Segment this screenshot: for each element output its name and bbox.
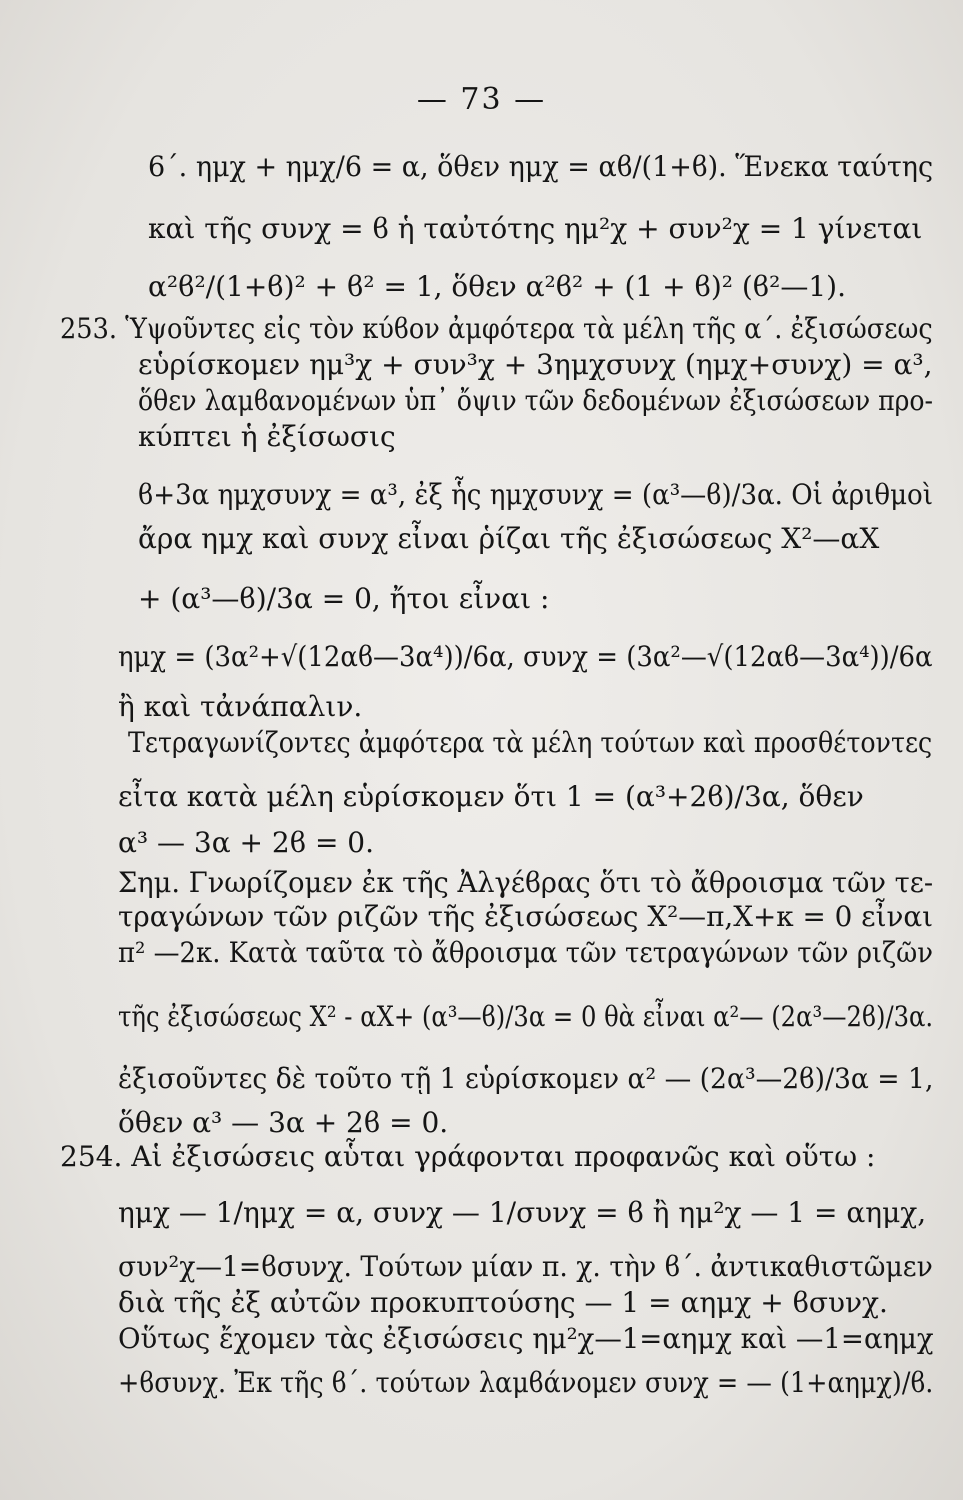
equation-line: ὅθεν α³ — 3α + 2ϐ = 0.: [118, 1106, 449, 1139]
equation-line: εἶτα κατὰ μέλη εὑρίσκομεν ὅτι 1 = (α³+2ϐ)/3α, ὅθεν: [118, 780, 864, 813]
note-line: Σημ. Γνωρίζομεν ἐκ τῆς Ἀλγέϐρας ὅτι τὸ ἄθροισμα τῶν τε-: [118, 866, 934, 899]
text-line: τραγώνων τῶν ριζῶν τῆς ἐξισώσεως X²—π,X+κ = 0 εἶναι: [118, 900, 934, 933]
text-line: κύπτει ἡ ἐξίσωσις: [138, 420, 396, 453]
equation-line: ημχ = (3α²+√(12αϐ—3α⁴))/6α, συνχ = (3α²—√(12αϐ—3α⁴))/6α: [118, 640, 933, 673]
text-line: ὅθεν λαμϐανομένων ὑπ᾽ ὄψιν τῶν δεδομένων ἐξισώσεων προ-: [138, 384, 934, 417]
equation-line: +ϐσυνχ. Ἐκ τῆς ϐ΄. τούτων λαμϐάνομεν συνχ = — (1+αημχ)/ϐ.: [118, 1366, 934, 1399]
text-line: Οὕτως ἔχομεν τὰς ἐξισώσεις ημ²χ—1=αημχ καὶ —1=αημχ: [118, 1322, 934, 1355]
paragraph-254-line: 254. Αἱ ἐξισώσεις αὗται γράφονται προφανῶς καὶ οὕτω :: [60, 1140, 876, 1173]
text-line: α²ϐ²/(1+ϐ)² + ϐ² = 1, ὅθεν α²ϐ² + (1 + ϐ)² (ϐ²—1).: [148, 270, 846, 303]
equation-line: + (α³—ϐ)/3α = 0, ἤτοι εἶναι :: [138, 582, 550, 615]
page-number: — 73 —: [416, 82, 547, 117]
equation-line: τῆς ἐξισώσεως X² - αX+ (α³—ϐ)/3α = 0 θὰ εἶναι α²— (2α³—2ϐ)/3α.: [118, 1000, 934, 1033]
text-line: ἄρα ημχ καὶ συνχ εἶναι ῥίζαι τῆς ἐξισώσεως X²—αX: [138, 522, 880, 555]
text-line: Τετραγωνίζοντες ἀμφότερα τὰ μέλη τούτων καὶ προσθέτοντες: [128, 726, 933, 759]
text-line: εὑρίσκομεν ημ³χ + συν³χ + 3ημχσυνχ (ημχ+συνχ) = α³,: [138, 348, 933, 381]
text-line: π² —2κ. Κατὰ ταῦτα τὸ ἄθροισμα τῶν τετραγώνων τῶν ριζῶν: [118, 936, 933, 969]
equation-line: ημχ — 1/ημχ = α, συνχ — 1/συνχ = ϐ ἢ ημ²χ — 1 = αημχ,: [118, 1196, 927, 1229]
text-line: 6΄. ημχ + ημχ/6 = α, ὅθεν ημχ = αϐ/(1+ϐ). Ἕνεκα ταύτης: [148, 150, 934, 183]
text-line: ἢ καὶ τἀνάπαλιν.: [118, 690, 363, 723]
equation-line: α³ — 3α + 2ϐ = 0.: [118, 826, 375, 859]
equation-line: ϐ+3α ημχσυνχ = α³, ἐξ ἧς ημχσυνχ = (α³—ϐ)/3α. Οἱ ἀριθμοὶ: [138, 478, 934, 511]
text-line: καὶ τῆς συνχ = ϐ ἡ ταὐτότης ημ²χ + συν²χ = 1 γίνεται: [148, 212, 923, 245]
text-line: διὰ τῆς ἐξ αὐτῶν προκυπτούσης — 1 = αημχ + ϐσυνχ.: [118, 1286, 888, 1319]
equation-line: ἐξισοῦντες δὲ τοῦτο τῇ 1 εὑρίσκομεν α² — (2α³—2ϐ)/3α = 1,: [118, 1062, 934, 1095]
text-line: συν²χ—1=ϐσυνχ. Τούτων μίαν π. χ. τὴν ϐ΄. ἀντικαθιστῶμεν: [118, 1250, 933, 1283]
paragraph-253-line: 253. Ὑψοῦντες εἰς τὸν κύϐον ἀμφότερα τὰ μέλη τῆς α΄. ἐξισώσεως: [60, 312, 933, 345]
